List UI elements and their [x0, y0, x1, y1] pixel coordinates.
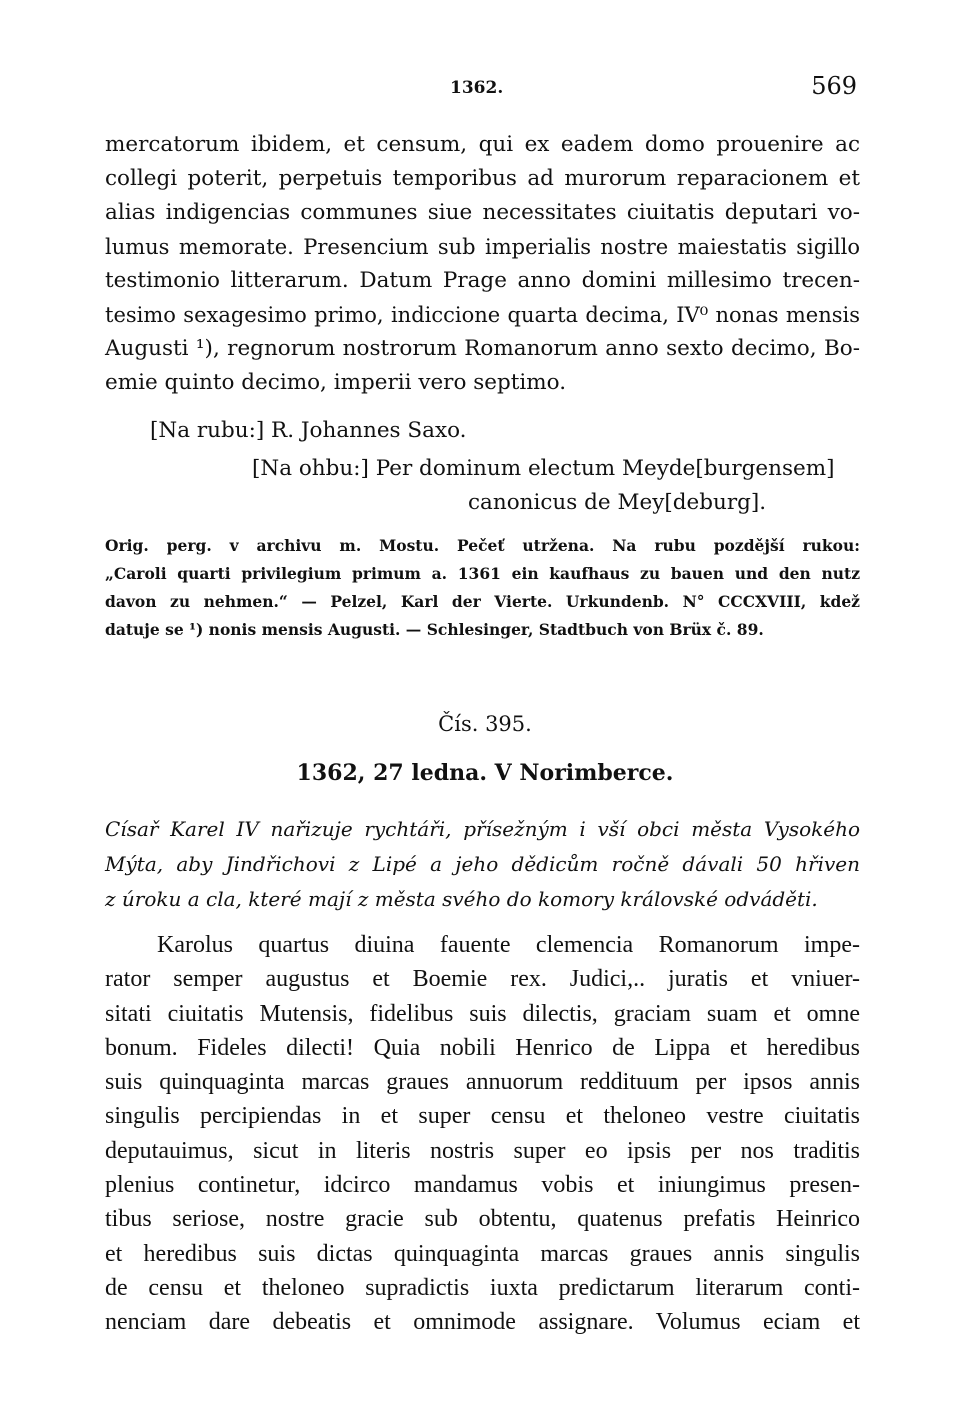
text-line: Karolus quartus diuina fauente clemencia Romanorum impe-	[157, 932, 860, 958]
text-line: emie quinto decimo, imperii vero septimo.	[105, 370, 567, 395]
text-line: lumus memorate. Presencium sub imperialis nostre maiestatis sigillo	[105, 235, 860, 259]
charter-text-continuation	[105, 128, 860, 400]
page-header	[105, 72, 857, 106]
page-number: 569	[811, 72, 857, 100]
text-line: bonum. Fideles dilecti! Quia nobili Henrico de Lippa et heredibus	[105, 1034, 860, 1061]
text-line: de censu et theloneo supradictis iuxta predictarum literarum conti-	[105, 1274, 860, 1301]
note-line: Orig. perg. v archivu m. Mostu. Pečeť utržena. Na rubu pozdější rukou:	[105, 536, 860, 555]
fold-signature: [Na ohbu:] Per dominum electum Meyde[burgensem]	[252, 456, 835, 481]
text-line: tesimo sexagesimo primo, indiccione quarta decima, IV⁰ nonas mensis	[105, 303, 860, 327]
text-line: alias indigencias communes siue necessitates ciuitatis deputari vo-	[105, 200, 860, 225]
text-line: Augusti ¹), regnorum nostrorum Romanorum anno sexto decimo, Bo-	[105, 336, 860, 361]
regest-line: Mýta, aby Jindřichovi z Lipé a jeho dědicům ročně dávali 50 hřiven	[105, 852, 860, 876]
text-line: collegi poterit, perpetuis temporibus ad murorum reparacionem et	[105, 166, 860, 191]
charter-text	[105, 928, 860, 1340]
text-line: rator semper augustus et Boemie rex. Judici,.. juratis et vniuer-	[105, 966, 860, 993]
text-line: singulis percipiendas in et super censu et theloneo vestre ciuitatis	[105, 1103, 860, 1130]
source-notes	[105, 532, 860, 644]
regest-line: Císař Karel IV nařizuje rychtáři, přísežným i vší obci města Vysokého	[105, 817, 860, 841]
text-line: mercatorum ibidem, et censum, qui ex eadem domo prouenire ac	[105, 132, 860, 157]
document-date-place: 1362, 27 ledna. V Norimberce.	[296, 760, 674, 786]
text-line: nenciam dare debeatis et omnimode assignare. Volumus eciam et	[105, 1309, 860, 1336]
regest-summary	[105, 812, 860, 917]
note-line: davon zu nehmen.“ — Pelzel, Karl der Vierte. Urkundenb. N° CCCXVIII, kdež	[105, 592, 860, 611]
fold-signature-continuation: canonicus de Mey[deburg].	[468, 490, 767, 515]
regest-line: z úroku a cla, které mají z města svého do komory královské odváděti.	[105, 887, 818, 911]
note-line: datuje se ¹) nonis mensis Augusti. — Schlesinger, Stadtbuch von Brüx č. 89.	[105, 620, 764, 639]
text-line: suis quinquaginta marcas graues annuorum reddituum per ipsos annis	[105, 1069, 860, 1096]
text-line: tibus seriose, nostre gracie sub obtentu, quatenus prefatis Heinrico	[105, 1206, 860, 1233]
note-line: „Caroli quarti privilegium primum a. 1361 ein kaufhaus zu bauen und den nutz	[105, 564, 860, 583]
document-number: Čís. 395.	[438, 712, 532, 736]
text-line: testimonio litterarum. Datum Prage anno domini millesimo trecen-	[105, 268, 860, 293]
text-line: plenius continetur, idcirco mandamus vobis et iniungimus presen-	[105, 1172, 860, 1199]
text-line: et heredibus suis dictas quinquaginta marcas graues annis singulis	[105, 1240, 860, 1267]
dorsal-signature: [Na rubu:] R. Johannes Saxo.	[150, 418, 467, 443]
text-line: deputauimus, sicut in literis nostris super eo ipsis per nos traditis	[105, 1137, 860, 1164]
text-line: sitati ciuitatis Mutensis, fidelibus suis dilectis, graciam suam et omne	[105, 1000, 860, 1027]
running-head-year: 1362.	[450, 78, 504, 98]
